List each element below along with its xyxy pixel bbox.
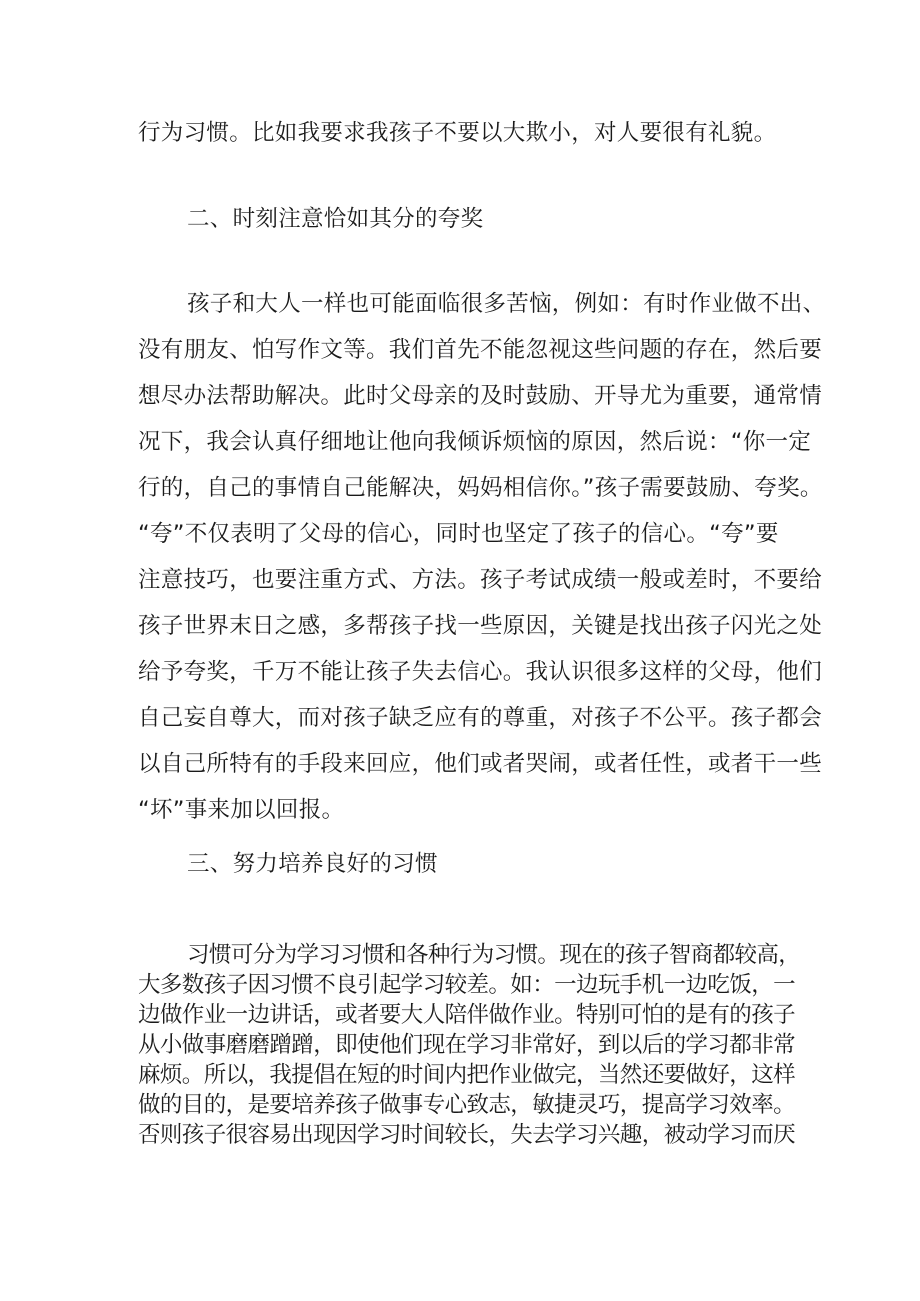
section-heading-3: 三、努力培养良好的习惯: [187, 851, 438, 877]
paragraph-3-line: 做的目的，是要培养孩子做事专心致志，敏捷灵巧，提高学习效率。: [138, 1092, 796, 1118]
paragraph-2-line: “夸”不仅表明了父母的信心，同时也坚定了孩子的信心。“夸”要: [138, 521, 779, 547]
paragraph-2-line: 想尽办法帮助解决。此时父母亲的及时鼓励、开导尤为重要，通常情: [138, 383, 823, 409]
paragraph-2-line: 行的，自己的事情自己能解决，妈妈相信你。”孩子需要鼓励、夸奖。: [138, 475, 823, 501]
paragraph-2-line: 况下，我会认真仔细地让他向我倾诉烦恼的原因，然后说：“你一定: [138, 429, 812, 455]
paragraph-3-line: 习惯可分为学习习惯和各种行为习惯。现在的孩子智商都较高，: [187, 942, 801, 968]
paragraph-2-line: 给予夸奖，千万不能让孩子失去信心。我认识很多这样的父母，他们: [138, 659, 823, 685]
paragraph-3-line: 麻烦。所以，我提倡在短的时间内把作业做完，当然还要做好，这样: [138, 1062, 796, 1088]
paragraph-2-line: 孩子世界末日之感，多帮孩子找一些原因，关键是找出孩子闪光之处: [138, 613, 823, 639]
paragraph-2-line: 注意技巧，也要注重方式、方法。孩子考试成绩一般或差时，不要给: [138, 567, 823, 593]
paragraph-3-line: 边做作业一边讲话，或者要大人陪伴做作业。特别可怕的是有的孩子: [138, 1002, 796, 1028]
paragraph-2-line: 孩子和大人一样也可能面临很多苦恼，例如：有时作业做不出、: [187, 291, 826, 317]
paragraph-1-line: 行为习惯。比如我要求我孩子不要以大欺小，对人要很有礼貌。: [138, 120, 777, 146]
paragraph-3-line: 从小做事磨磨蹭蹭，即使他们现在学习非常好，到以后的学习都非常: [138, 1032, 796, 1058]
paragraph-3-line: 大多数孩子因习惯不良引起学习较差。如：一边玩手机一边吃饭，一: [138, 972, 796, 998]
section-heading-2: 二、时刻注意恰如其分的夸奖: [187, 206, 484, 232]
paragraph-2-line: 自己妄自尊大，而对孩子缺乏应有的尊重，对孩子不公平。孩子都会: [138, 705, 823, 731]
paragraph-3-line: 否则孩子很容易出现因学习时间较长，失去学习兴趣，被动学习而厌: [138, 1122, 796, 1148]
paragraph-2-line: 没有朋友、怕写作文等。我们首先不能忽视这些问题的存在，然后要: [138, 337, 823, 363]
paragraph-2-line: “坏”事来加以回报。: [138, 797, 345, 823]
paragraph-2-line: 以自己所特有的手段来回应，他们或者哭闹，或者任性，或者干一些: [138, 751, 823, 777]
